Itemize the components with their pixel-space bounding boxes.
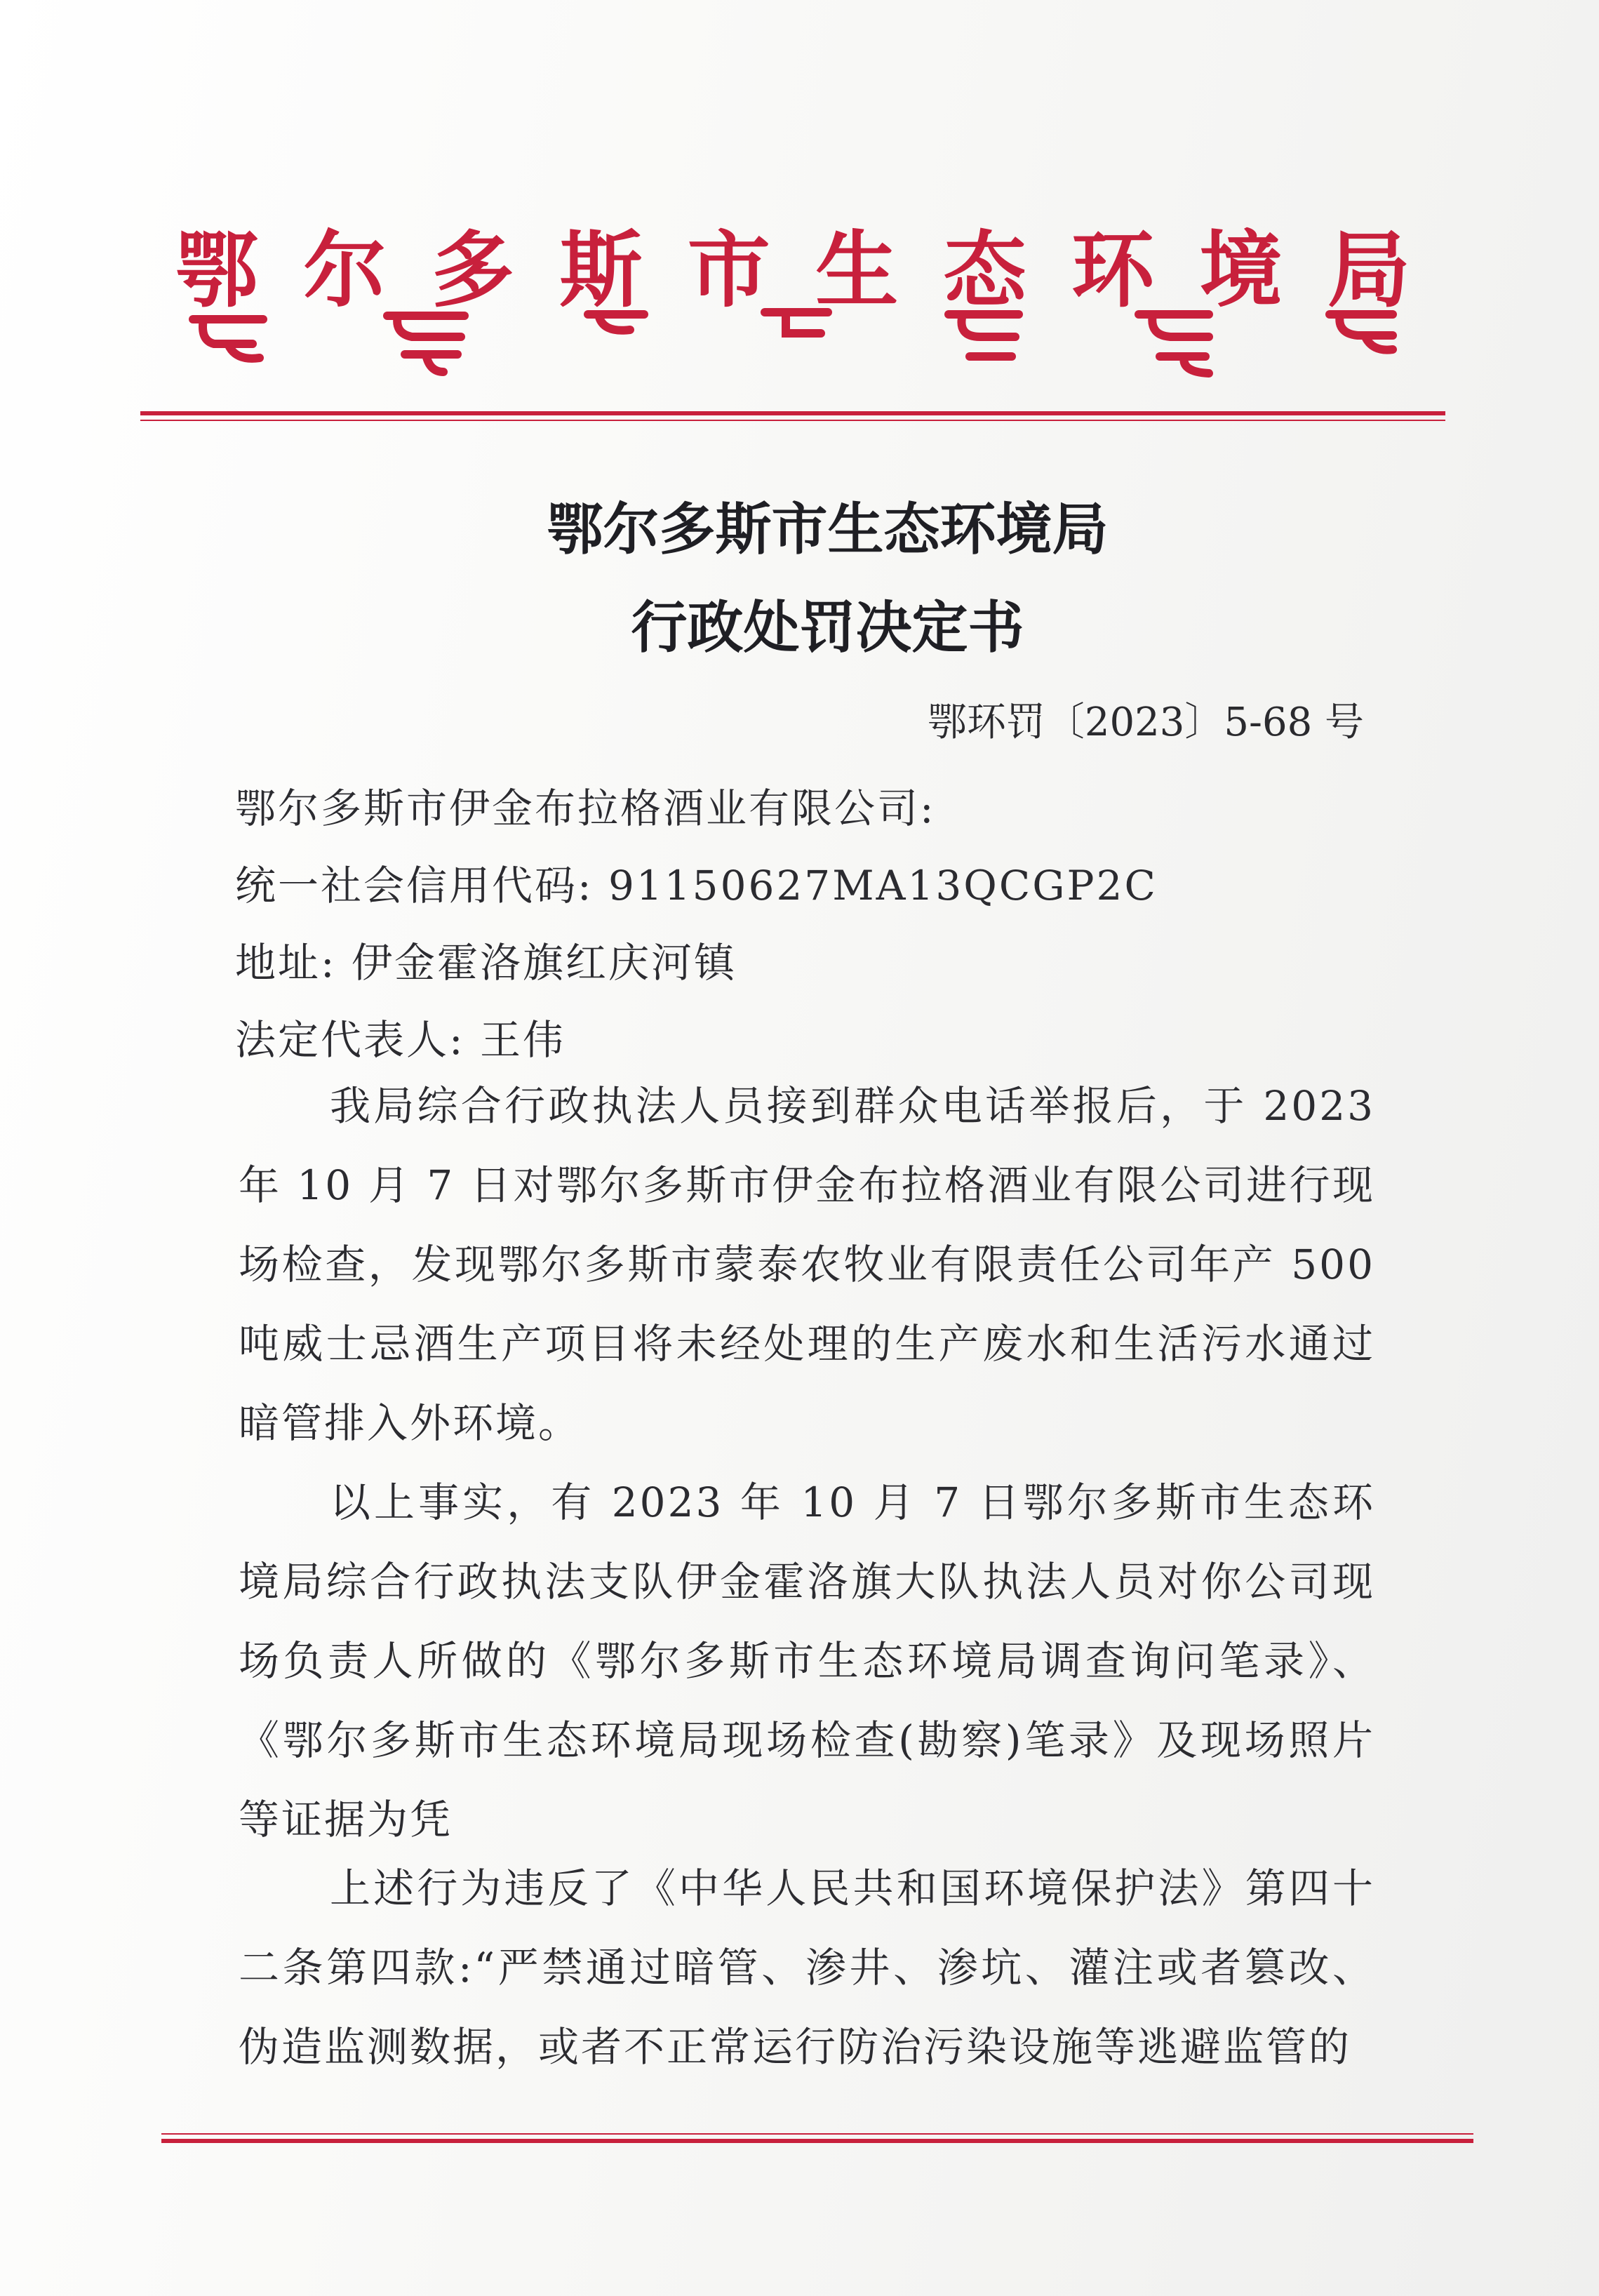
recipient-company: 鄂尔多斯市伊金布拉格酒业有限公司: [235,785,936,832]
body-paragraph: 以上事实，有 2023 年 10 月 7 日鄂尔多斯市生态环境局综合行政执法支队伊金霍洛旗大队执法人员对你公司现场负责人所做的《鄂尔多斯市生态环境局调查询问笔录》、《鄂尔多斯市生态环境局现场检查(勘察)笔录》及现场照片等证据为凭 [239,1479,1375,1843]
footer-divider-thin [161,2133,1473,2135]
mongolian-word-graphic [1132,302,1216,379]
mongolian-word-graphic [942,302,1026,365]
recipient-legal-rep: 法定代表人: 王伟 [235,1016,566,1064]
body-paragraph: 我局综合行政执法人员接到群众电话举报后，于 2023 年 10 月 7 日对鄂尔多斯市伊金布拉格酒业有限公司进行现场检查，发现鄂尔多斯市蒙泰农牧业有限责任公司年产 500 吨威士忌酒生产项目将未经处理的生产废水和生活污水通过暗管排入外环境。 [239,1082,1375,1447]
letterhead-char: 态 [943,221,1026,319]
recipient-address: 地址: 伊金霍洛旗红庆河镇 [235,939,737,987]
mongolian-word-graphic [758,302,835,344]
letterhead-char: 生 [815,221,899,319]
document-title-org: 鄂尔多斯市生态环境局 [547,496,1109,562]
letterhead-char: 境 [1199,221,1283,319]
letterhead-char: 市 [687,221,770,319]
mongolian-word-graphic [1323,302,1400,358]
letterhead-char: 环 [1071,221,1155,319]
letterhead-char: 尔 [303,221,387,319]
header-divider-thick [140,411,1445,415]
letterhead-mongolian-script [186,302,1400,379]
body-paragraph: 上述行为违反了《中华人民共和国环境保护法》第四十二条第四款:“严禁通过暗管、渗井、渗坑、灌注或者篡改、伪造监测数据，或者不正常运行防治污染设施等逃避监管的 [239,1864,1375,2071]
letterhead-char: 局 [1327,221,1410,319]
letterhead-char: 多 [431,221,514,319]
footer-divider-thick [161,2139,1473,2143]
mongolian-word-graphic [186,302,270,372]
header-divider-thin [140,420,1445,421]
document-title-type: 行政处罚决定书 [631,594,1024,660]
letterhead-char: 鄂 [175,221,259,319]
mongolian-word-graphic [581,302,651,344]
letterhead-char: 斯 [559,221,643,319]
document-number: 鄂环罚〔2023〕5-68 号 [927,700,1364,745]
mongolian-word-graphic [377,302,475,379]
recipient-credit-code: 统一社会信用代码: 91150627MA13QCGP2C [235,862,1158,909]
